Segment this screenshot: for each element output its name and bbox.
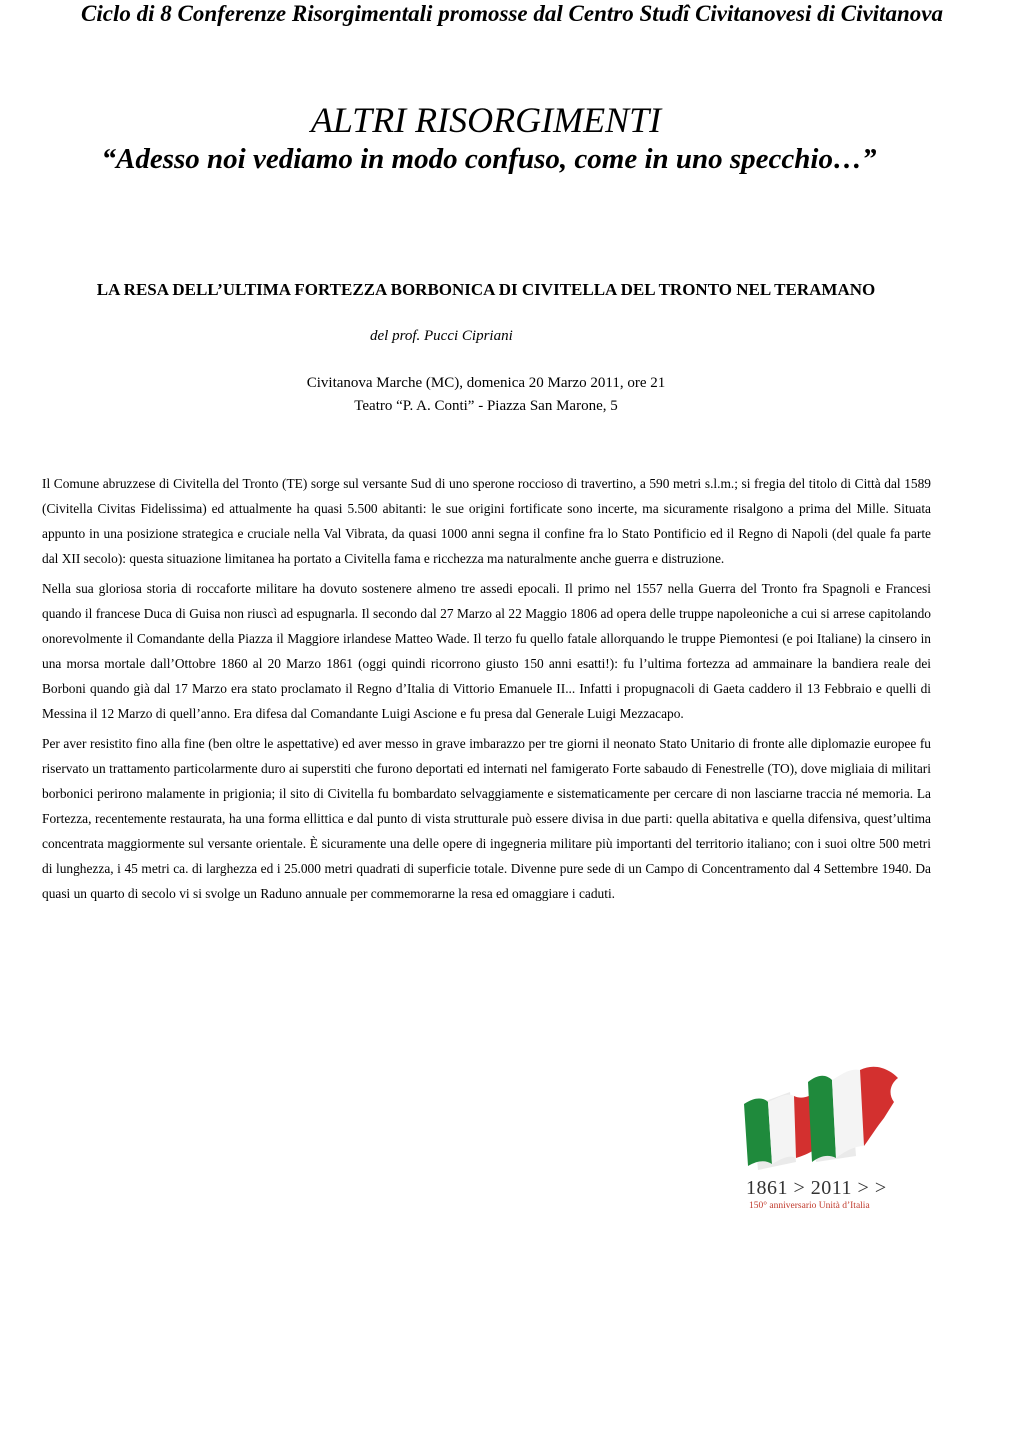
series-header: Ciclo di 8 Conferenze Risorgimentali promosse dal Centro Studî Civitanovesi di Civitanova <box>81 1 943 26</box>
event-date-line: Civitanova Marche (MC), domenica 20 Marzo 2011, ore 21 <box>306 375 666 391</box>
paragraph: Nella sua gloriosa storia di roccaforte militare ha dovuto sostenere almeno tre assedi epocali. Il primo nel 1557 nella Guerra del Tronto fra Spagnoli e Francesi quando il francese Duca di Guisa non riuscì ad espugnarla. Il secondo dal 27 Marzo al 22 Maggio 1806 ad opera delle truppe napoleoniche a cui si arrese capitolando onorevolmente il Comandante della Piazza il Maggiore irlandese Matteo Wade. Il terzo fu quello fatale allorquando le truppe Piemontesi (e poi Italiane) la cinsero in una morsa mortale dall’Ottobre 1860 al 20 Marzo 1861 (oggi quindi ricorrono giusto 150 anni esatti!): fu l’ultima fortezza ad ammainare la bandiera reale dei Borboni quando già dal 17 Marzo era stato proclamato il Regno d’Italia di Vittorio Emanuele II... Infatti i propugnacoli di Gaeta caddero il 13 Febbraio e quelli di Messina il 12 Marzo di quell’anno. Era difesa dal Comandante Luigi Ascione e fu presa dal Generale Luigi Mezzacapo. <box>42 581 931 721</box>
page-title: ALTRI RISORGIMENTI <box>310 100 662 140</box>
article-body <box>42 471 931 911</box>
event-venue-line: Teatro “P. A. Conti” - Piazza San Marone, 5 <box>354 398 618 414</box>
logo-years: 1861 > 2011 > > <box>746 1177 887 1199</box>
talk-author: del prof. Pucci Cipriani <box>370 328 513 344</box>
paragraph: Per aver resistito fino alla fine (ben oltre le aspettative) ed aver messo in grave imbarazzo per tre giorni il neonato Stato Unitario di fronte alle diplomazie europee fu riservato un trattamento particolarmente duro ai superstiti che furono deportati ed internati nel famigerato Forte sabaudo di Fenestrelle (TO), dove migliaia di militari borbonici perirono malamente in prigionia; il sito di Civitella fu bombardato selvaggiamente e sistematicamente per cercare di non lasciarne traccia né memoria. La Fortezza, recentemente restaurata, ha una forma ellittica e dal punto di vista strutturale può essere divisa in due parti: quella abitativa e quella difensiva, quest’ultima concentrata maggiormente sul versante orientale. È sicuramente una delle opere di ingegneria militare più importanti del territorio italiano; con i suoi oltre 500 metri di lunghezza, i 45 metri ca. di larghezza ed i 25.000 metri quadrati di superficie totale. Divenne pure sede di un Campo di Concentramento dal 4 Settembre 1940. Da quasi un quarto di secolo vi si svolge un Raduno annuale per commemorarne la resa ed omaggiare i caduti. <box>42 736 931 901</box>
paragraph: Il Comune abruzzese di Civitella del Tronto (TE) sorge sul versante Sud di uno sperone roccioso di travertino, a 590 metri s.l.m.; si fregia del titolo di Città dal 1589 (Civitella Civitas Fidelissima) ed attualmente ha quasi 5.500 abitanti: le sue origini fortificate sono incerte, ma sicuramente risalgono a prima del Mille. Situata appunto in una posizione strategica e cruciale nella Val Vibrata, da quasi 1000 anni segna il confine fra lo Stato Pontificio ed il Regno di Napoli (del quale fa parte dal XII secolo): questa situazione limitanea ha portato a Civitella fama e ricchezza ma naturalmente anche guerra e distruzione. <box>42 476 931 566</box>
anniversary-logo <box>738 1062 910 1218</box>
tricolor-flags-icon <box>738 1062 910 1174</box>
event-details <box>0 372 972 418</box>
logo-caption: 150° anniversario Unità d’Italia <box>749 1201 870 1211</box>
talk-headline: LA RESA DELL’ULTIMA FORTEZZA BORBONICA DI CIVITELLA DEL TRONTO NEL TERAMANO <box>96 280 876 299</box>
epigraph-quote: “Adesso noi vediamo in modo confuso, come in uno specchio…” <box>101 143 877 175</box>
